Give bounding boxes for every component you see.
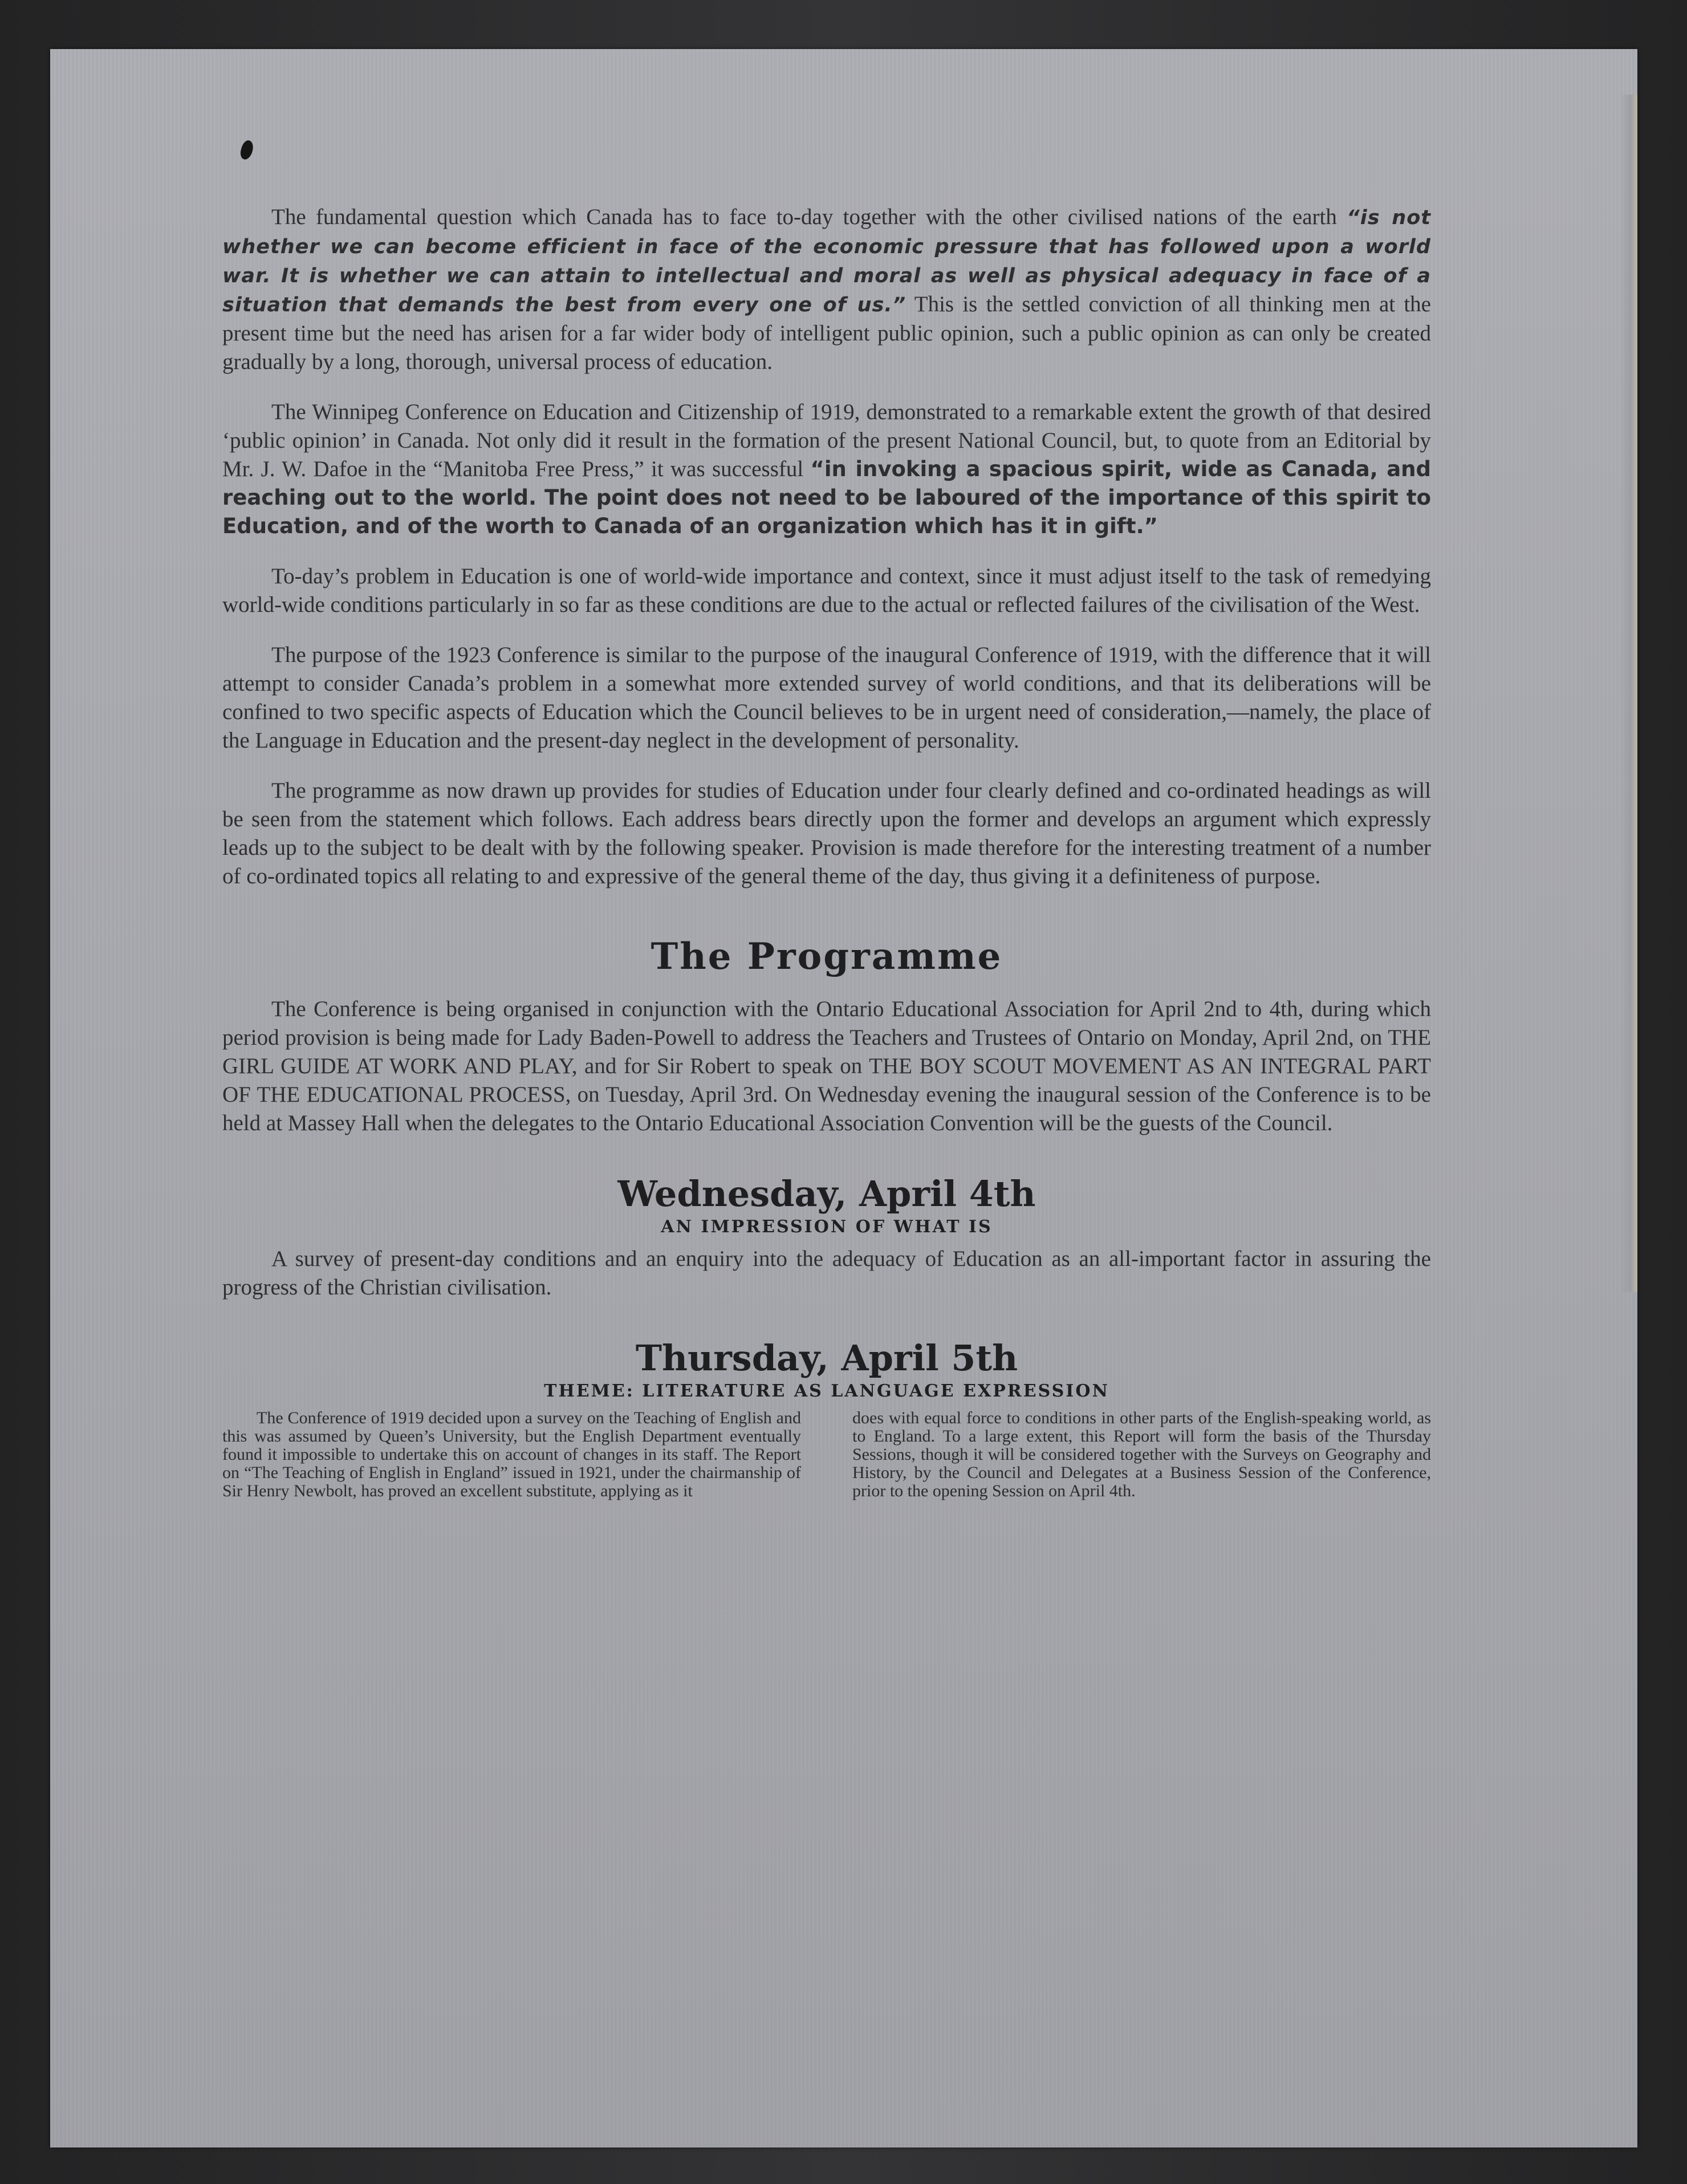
intro-text-a: The fundamental question which Canada has to face to-day together with the other civilised nations of the earth [271,205,1347,229]
programme-paragraph: The Conference is being organised in conjunction with the Ontario Educational Association for April 2nd to 4th, during which period provision is being made for Lady Baden-Powell to address the Teachers and Trustees of Ontario on Monday, April 2nd, on THE GIRL GUIDE AT WORK AND PLAY, and for Sir Robert to speak on THE BOY SCOUT MOVEMENT AS AN INTEGRAL PART OF THE EDUCATIONAL PROCESS, on Tuesday, April 3rd. On Wednesday evening the inaugural session of the Conference is to be held at Massey Hall when the delegates to the Ontario Educational Association Convention will be the guests of the Council. [222,997,1431,1135]
problem-paragraph: To-day’s problem in Education is one of world-wide importance and context, since it must adjust itself to the task of remedying world-wide conditions particularly in so far as these conditions are due to the actual or reflected failures of the civilisation of the West. [222,564,1431,617]
winnipeg-paragraph [222,398,1431,541]
thursday-title: Thursday, April 5th [635,1337,1018,1379]
programme-heading: The Programme [651,935,1003,978]
winnipeg-text: The Winnipeg Conference on Education and Citizenship of 1919, demonstrated to a remarkable extent the growth of that desired ‘public opinion’ in Canada. Not only did it result in the formation of the present National Council, but, to quote from an Editorial by Mr. J. W. Dafoe in the “Manitoba Free Press,” it was successful [222,400,1431,481]
purpose-paragraph: The purpose of the 1923 Conference is similar to the purpose of the inaugural Conference of 1919, with the difference that it will attempt to consider Canada’s problem in a somewhat more extended survey of world conditions, and that its deliberations will be confined to two specific aspects of Education which the Council believes to be in urgent need of consideration,—namely, the place of the Language in Education and the present-day neglect in the development of personality. [222,643,1431,753]
intro-quote: “is not whether we can become efficient in face of the economic pressure that has followed upon a world war. It is whether we can attain to intellectual and moral as well as physical adequacy in face of a situation that demands the best from every one of us.” [222,206,1431,316]
intro-text-c: This is the settled conviction of all thinking men at the present time but the need has arisen for a far wider body of intelligent public opinion, such a public opinion as can only be created gradually by a long, thorough, universal process of education. [222,292,1431,374]
wednesday-text: A survey of present-day conditions and an enquiry into the adequacy of Education as an all-important factor in assuring the progress of the Christian civilisation. [222,1247,1431,1300]
torn-edge [1620,95,1637,1292]
wednesday-title: Wednesday, April 4th [617,1173,1036,1215]
wednesday-subtitle: AN IMPRESSION OF WHAT IS [661,1217,993,1237]
programme-intro-paragraph: The programme as now drawn up provides for studies of Education under four clearly defined and co-ordinated headings as will be seen from the statement which follows. Each address bears directly upon the former and develops an argument which expressly leads up to the subject to be dealt with by the following speaker. Provision is made therefore for the interesting treatment of a number of co-ordinated topics all relating to and expressive of the general theme of the day, thus giving it a definiteness of purpose. [222,778,1431,888]
thursday-column-right: does with equal force to conditions in other parts of the English-speaking world, as to England. To a large extent, this Report will form the basis of the Thursday Sessions, though it will be considered together with the Surveys on Geography and History, by the Council and Delegates at a Business Session of the Conference, prior to the opening Session on April 4th. [852,1408,1431,1500]
thursday-subtitle: THEME: LITERATURE AS LANGUAGE EXPRESSION [544,1381,1109,1401]
thursday-column-left: The Conference of 1919 decided upon a survey on the Teaching of English and this was assumed by Queen’s University, but the English Department eventually found it impossible to undertake this on account of changes in its staff. The Report on “The Teaching of English in England” issued in 1921, under the chairmanship of Sir Henry Newbolt, has proved an excellent substitute, applying as it [222,1408,801,1500]
winnipeg-quote: “in invoking a spacious spirit, wide as Canada, and reaching out to the world. The point does not need to be laboured of the importance of this spirit to Education, and of the worth to Canada of an organization which has it in gift.” [222,457,1431,538]
pin-hole-mark [238,139,255,161]
document-body [222,203,1431,1500]
intro-paragraph [222,203,1431,376]
thursday-columns [222,1409,1431,1500]
